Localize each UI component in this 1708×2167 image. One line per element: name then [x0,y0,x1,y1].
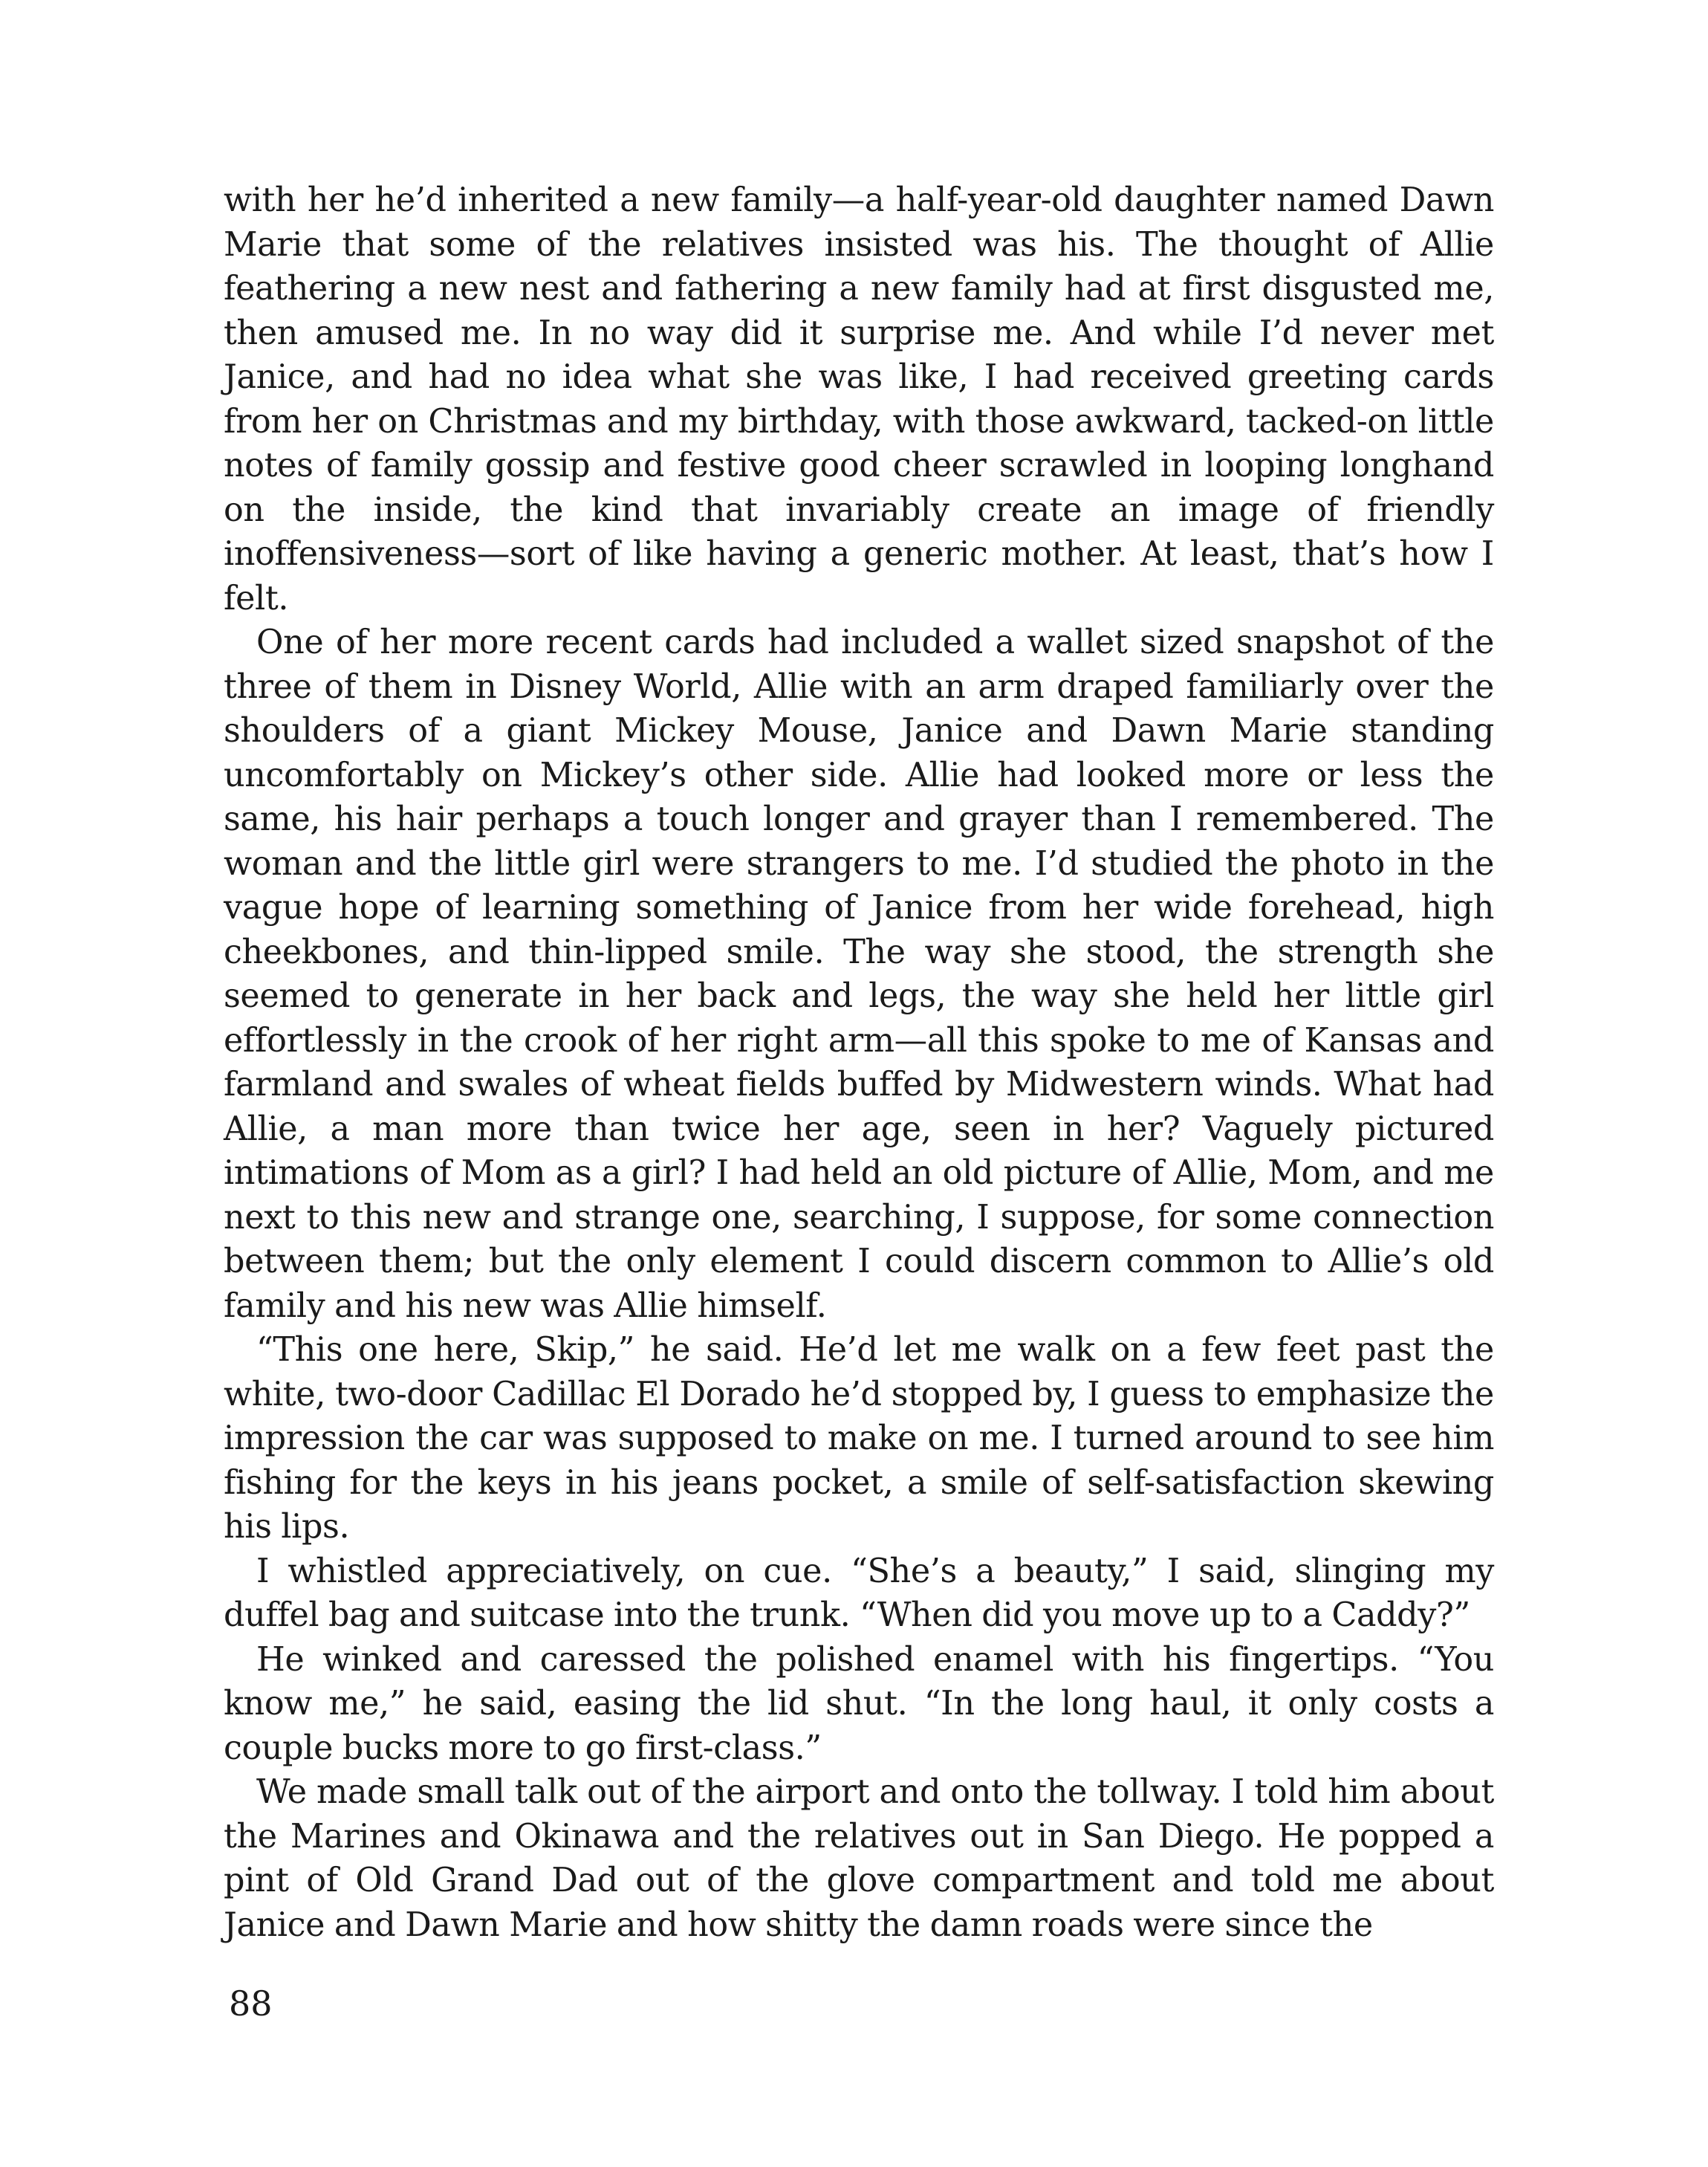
paragraph-3: “This one here, Skip,” he said. He’d let me walk on a few feet past the white, two-door Cadillac El Dorado he’d stopped by, I guess to emphasize the impression the car was supposed to make on me. I turned around to see him fishing for the keys in his jeans pocket, a smile of self-satisfaction skewing his lips. [224,1331,1494,1546]
paragraph-6: We made small talk out of the airport and onto the tollway. I told him about the Marines and Okinawa and the relatives out in San Diego. He popped a pint of Old Grand Dad out of the glove compartment and told me about Janice and Dawn Marie and how shitty the damn roads were since the [224,1773,1494,1944]
body-text [224,178,1494,1947]
paragraph-1: with her he’d inherited a new family—a half-year-old daughter named Dawn Marie that some of the relatives insisted was his. The thought of Allie feathering a new nest and fathering a new family had at first disgusted me, then amused me. In no way did it surprise me. And while I’d never met Janice, and had no idea what she was like, I had received greeting cards from her on Christmas and my birthday, with those awkward, tacked-on little notes of family gossip and festive good cheer scrawled in looping longhand on the inside, the kind that invariably create an image of friendly inoffensiveness—sort of like having a generic mother. At least, that’s how I felt. [224,181,1494,618]
paragraph-4: I whistled appreciatively, on cue. “She’s a beauty,” I said, slinging my duffel bag and suitcase into the trunk. “When did you move up to a Caddy?” [224,1552,1494,1634]
paragraph-5: He winked and caressed the polished enamel with his fingertips. “You know me,” he said, easing the lid shut. “In the long haul, it only costs a couple bucks more to go first-class.” [224,1640,1494,1767]
page-number: 88 [229,1983,273,2024]
paragraph-2: One of her more recent cards had included a wallet sized snapshot of the three of them in Disney World, Allie with an arm draped familiarly over the shoulders of a giant Mickey Mouse, Janice and Dawn Marie standing uncomfortably on Mickey’s other side. Allie had looked more or less the same, his hair perhaps a touch longer and grayer than I remembered. The woman and the little girl were strangers to me. I’d studied the photo in the vague hope of learning something of Janice from her wide forehead, high cheekbones, and thin-lipped smile. The way she stood, the strength she seemed to generate in her back and legs, the way she held her little girl effortlessly in the crook of her right arm—all this spoke to me of Kansas and farmland and swales of wheat fields buffed by Midwestern winds. What had Allie, a man more than twice her age, seen in her? Vaguely pictured intimations of Mom as a girl? I had held an old picture of Allie, Mom, and me next to this new and strange one, searching, I suppose, for some connection between them; but the only element I could discern common to Allie’s old family and his new was Allie himself. [224,623,1494,1325]
